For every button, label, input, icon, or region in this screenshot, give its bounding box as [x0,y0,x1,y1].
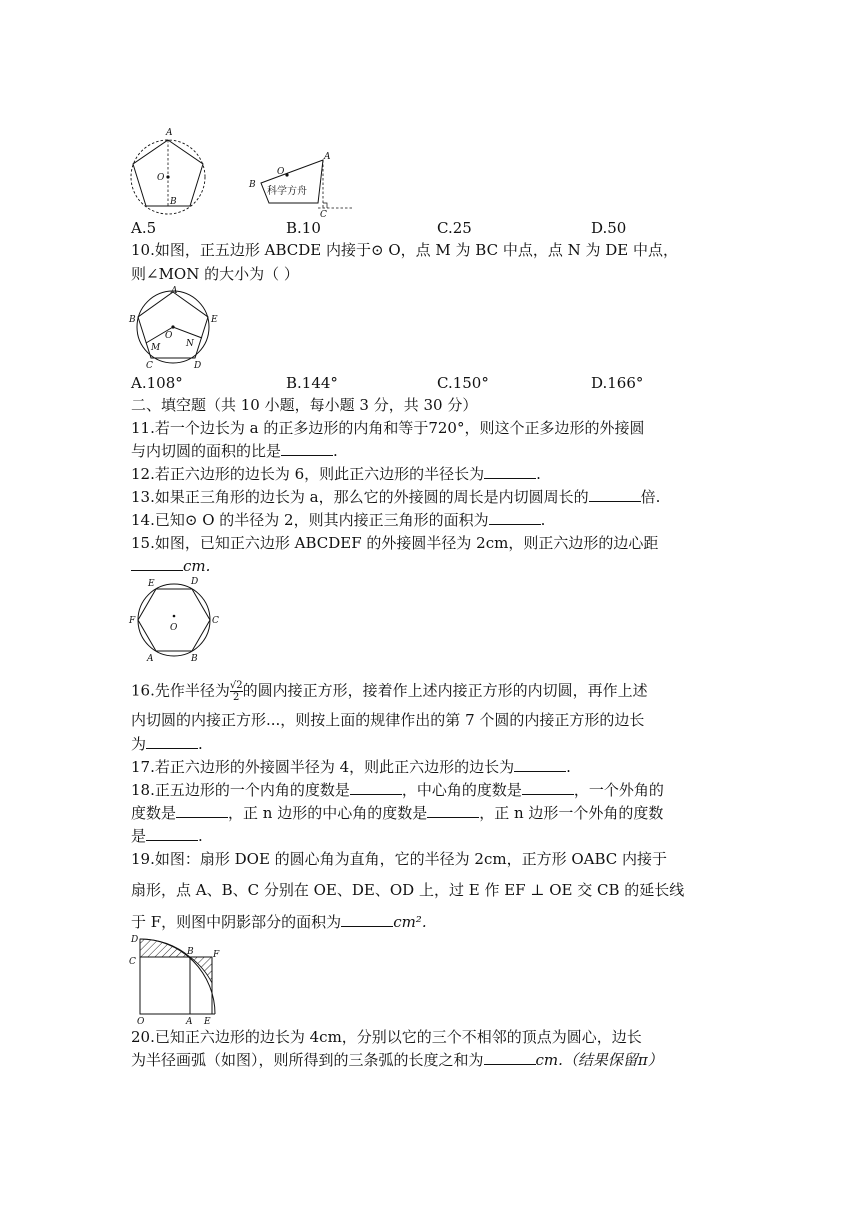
q10-label-m: M [151,343,161,353]
q11-line1: 11.若一个边长为 a 的正多边形的内角和等于720°，则这个正多边形的外接圆 [131,419,645,437]
q18-line2: 度数是 ，正 n 边形的中心角的度数是 ，正 n 边形一个外角的度数 [131,804,664,822]
q15-label-o: O [170,623,178,633]
section-2-heading: 二、填空题（共 10 小题，每小题 3 分，共 30 分） [131,396,478,414]
q19-line1: 19.如图：扇形 DOE 的圆心角为直角，它的半径为 2cm，正方形 OABC 内接于 [131,850,668,868]
q16-answer-blank[interactable] [146,734,198,749]
q10-line2: 则∠MON 的大小为（ ） [131,265,299,283]
q9-pentagon-figure [128,126,208,206]
q19-line3: 于 F，则图中阴影部分的面积为 cm². [131,913,427,931]
q16-line2: 内切圆的内接正方形...，则按上面的规律作出的第 7 个圆的内接正方形的边长 [131,711,645,729]
q9-ark-figure [246,148,356,220]
q15-label-d: D [191,577,199,587]
q15-line2: cm. [131,556,210,576]
q13-answer-blank[interactable] [589,487,641,502]
q9-fig2-text: 科学方舟 [267,186,307,197]
q9-option-b: B.10 [286,219,321,237]
q9-fig2-label-o: O [277,167,285,177]
q9-fig2-label-c: C [320,210,327,220]
q15-label-f: F [129,616,136,626]
q11-answer-blank[interactable] [281,441,333,456]
q15-answer-blank[interactable] [131,556,183,571]
q11-line2: 与内切圆的面积的比是 . [131,442,338,460]
q10-label-o: O [165,331,173,341]
q10-label-e: E [211,315,218,325]
q9-fig1-label-b: B [170,197,177,207]
q15-line1: 15.如图，已知正六边形 ABCDEF 的外接圆半径为 2cm，则正六边形的边心距 [131,534,659,552]
q9-fig2-label-a: A [324,152,331,162]
q19-label-d: D [131,935,139,945]
q10-label-c: C [146,361,153,371]
q19-sector-figure [128,934,220,1027]
q10-label-b: B [129,315,136,325]
q12-line: 12.若正六边形的边长为 6，则此正六边形的半径长为 . [131,465,541,483]
q20-line2: 为半径画弧（如图），则所得到的三条弧的长度之和为 cm.（结果保留π） [131,1051,663,1069]
q19-label-c: C [129,957,136,967]
q10-label-a: A [171,286,178,296]
q10-option-c: C.150° [437,374,489,392]
q15-label-b: B [191,654,198,664]
q16-line3: 为 . [131,735,203,753]
q13-line: 13.如果正三角形的边长为 a，那么它的外接圆的周长是内切圆周长的 倍. [131,488,661,506]
q16-line1: 16.先作半径为 $\frac{√2}{2}$ 的圆内接正方形，接着作上述内接正方形的内切圆，再作上述 [131,680,648,703]
q15-label-a: A [147,654,154,664]
q14-answer-blank[interactable] [489,510,541,525]
q17-answer-blank[interactable] [514,757,566,772]
q12-answer-blank[interactable] [484,464,536,479]
q18-blank-n-exterior[interactable] [146,826,198,841]
q10-option-a: A.108° [131,374,183,392]
q9-option-d: D.50 [591,219,627,237]
q15-label-c: C [212,616,219,626]
q18-line1: 18.正五边形的一个内角的度数是 ，中心角的度数是 ，一个外角的 [131,781,664,799]
q19-answer-blank[interactable] [341,912,393,927]
q19-line2: 扇形，点 A、B、C 分别在 OE、DE、OD 上，过 E 作 EF ⊥ OE 交 CB 的延长线 [131,881,685,899]
q10-label-d: D [194,361,202,371]
q16-fraction: $\frac{√2}{2}$ [229,680,243,703]
q14-line: 14.已知⊙ O 的半径为 2，则其内接正三角形的面积为 . [131,511,546,529]
q15-hexagon-figure [128,575,224,664]
q9-fig2-label-b: B [249,180,256,190]
q18-line3: 是 . [131,827,203,845]
q10-option-d: D.166° [591,374,644,392]
q9-option-a: A.5 [131,219,157,237]
q19-label-b: B [187,947,194,957]
q10-option-b: B.144° [286,374,338,392]
q18-blank-exterior[interactable] [176,803,228,818]
q18-blank-interior[interactable] [350,780,402,795]
q10-line1: 10.如图，正五边形 ABCDE 内接于⊙ O，点 M 为 BC 中点，点 N 为 DE 中点， [131,241,678,259]
q20-line1: 20.已知正六边形的边长为 4cm，分别以它的三个不相邻的顶点为圆心，边长 [131,1028,642,1046]
q19-label-e: E [204,1017,211,1027]
q19-label-f: F [213,950,220,960]
q18-blank-n-central[interactable] [427,803,479,818]
q9-fig1-label-a: A [166,128,173,138]
q10-pentagon-figure [128,286,218,370]
q15-label-e: E [148,579,155,589]
q19-label-o: O [137,1017,145,1027]
q19-label-a: A [186,1017,193,1027]
q9-option-c: C.25 [437,219,472,237]
q10-label-n: N [186,339,194,349]
q18-blank-central[interactable] [522,780,574,795]
q9-fig1-label-o: O [157,173,165,183]
q20-answer-blank[interactable] [484,1050,536,1065]
q17-line: 17.若正六边形的外接圆半径为 4，则此正六边形的边长为 . [131,758,571,776]
